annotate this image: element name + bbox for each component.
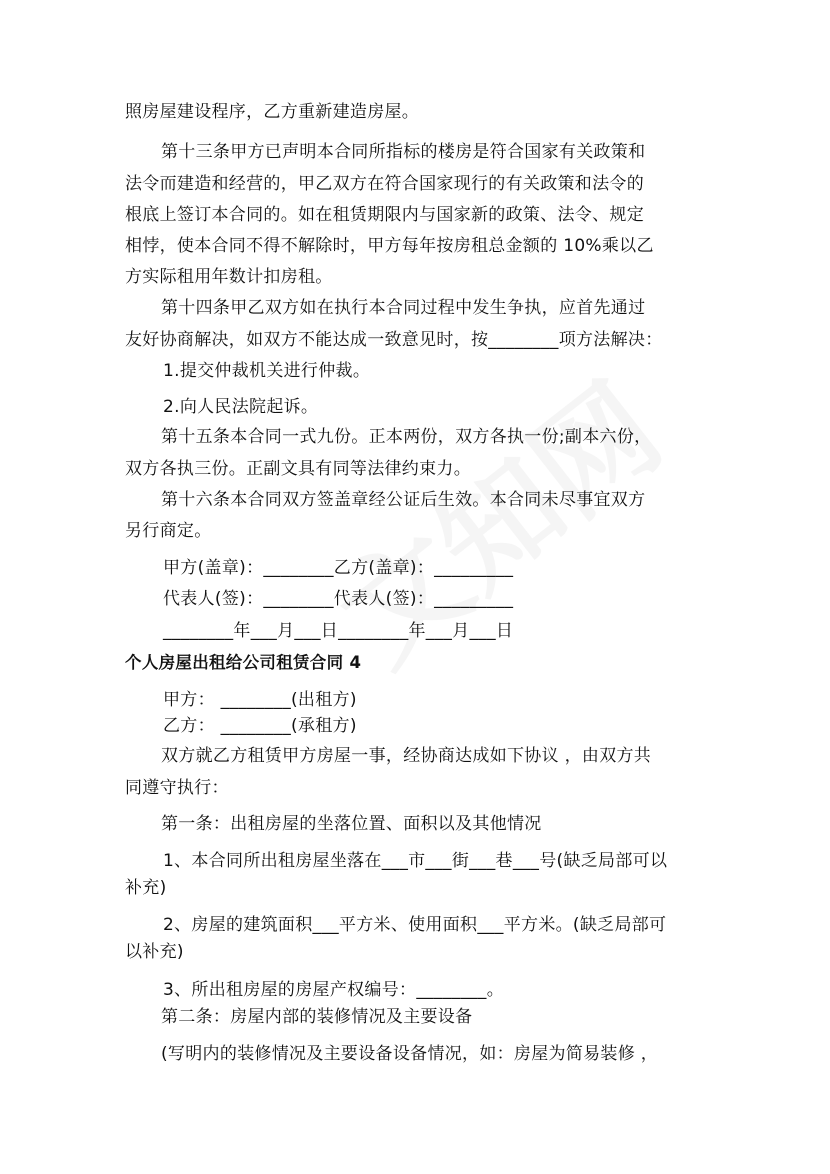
text-line: 第十三条甲方已声明本合同所指标的楼房是符合国家有关政策和 xyxy=(161,142,646,162)
list-item: 1.提交仲裁机关进行仲裁。 xyxy=(163,361,371,381)
text-line: 相悖，使本合同不得不解除时，甲方每年按房租总金额的 10%乘以乙 xyxy=(125,236,654,256)
section-heading: 个人房屋出租给公司租赁合同 4 xyxy=(125,653,362,672)
text-line: 第一条：出租房屋的坐落位置、面积以及其他情况 xyxy=(161,814,542,834)
party-line: 乙方： ________(承租方) xyxy=(163,716,357,736)
text-line: 第十六条本合同双方签盖章经公证后生效。本合同未尽事宜双方 xyxy=(161,490,646,510)
text-line: 以补充) xyxy=(125,942,184,962)
list-item: 2.向人民法院起诉。 xyxy=(163,397,319,417)
text-line: 第十五条本合同一式九份。正本两份，双方各执一份;副本六份， xyxy=(161,427,652,447)
text-line: 另行商定。 xyxy=(125,521,212,541)
text-line: 法令而建造和经营的，甲乙双方在符合国家现行的有关政策和法令的 xyxy=(125,174,644,194)
text-line: 同遵守执行： xyxy=(125,778,229,798)
signature-line: 代表人(签)：________代表人(签)：_________ xyxy=(163,589,514,609)
text-line: 第二条：房屋内部的装修情况及主要设备 xyxy=(161,1007,473,1027)
text-line: 2、房屋的建筑面积___平方米、使用面积___平方米。(缺乏局部可 xyxy=(163,915,667,935)
text-line: 3、所出租房屋的房屋产权编号：________。 xyxy=(163,980,505,1000)
text-line: 双方各执三份。正副文具有同等法律约束力。 xyxy=(125,459,471,479)
text-line: 1、本合同所出租房屋坐落在___市___街___巷___号(缺乏局部可以 xyxy=(163,851,668,871)
signature-line: 甲方(盖章)：________乙方(盖章)：_________ xyxy=(163,558,514,578)
text-line: 双方就乙方租赁甲方房屋一事，经协商达成如下协议 ，由双方共 xyxy=(161,746,652,766)
text-line: 根底上签订本合同的。如在租赁期限内与国家新的政策、法令、规定 xyxy=(125,205,644,225)
party-line: 甲方： ________(出租方) xyxy=(163,690,357,710)
text-line: 补充) xyxy=(125,878,167,898)
text-line: 友好协商解决，如双方不能达成一致意见时，按________项方法解决： xyxy=(125,330,663,350)
text-line: (写明内的装修情况及主要设备设备情况，如：房屋为简易装修 ， xyxy=(161,1044,659,1064)
date-line: ________年___月___日________年___月___日 xyxy=(163,621,514,641)
text-line: 方实际租用年数计扣房租。 xyxy=(125,267,333,287)
text-line: 第十四条甲乙双方如在执行本合同过程中发生争执，应首先通过 xyxy=(161,298,646,318)
text-line: 照房屋建设程序，乙方重新建造房屋。 xyxy=(125,102,420,122)
